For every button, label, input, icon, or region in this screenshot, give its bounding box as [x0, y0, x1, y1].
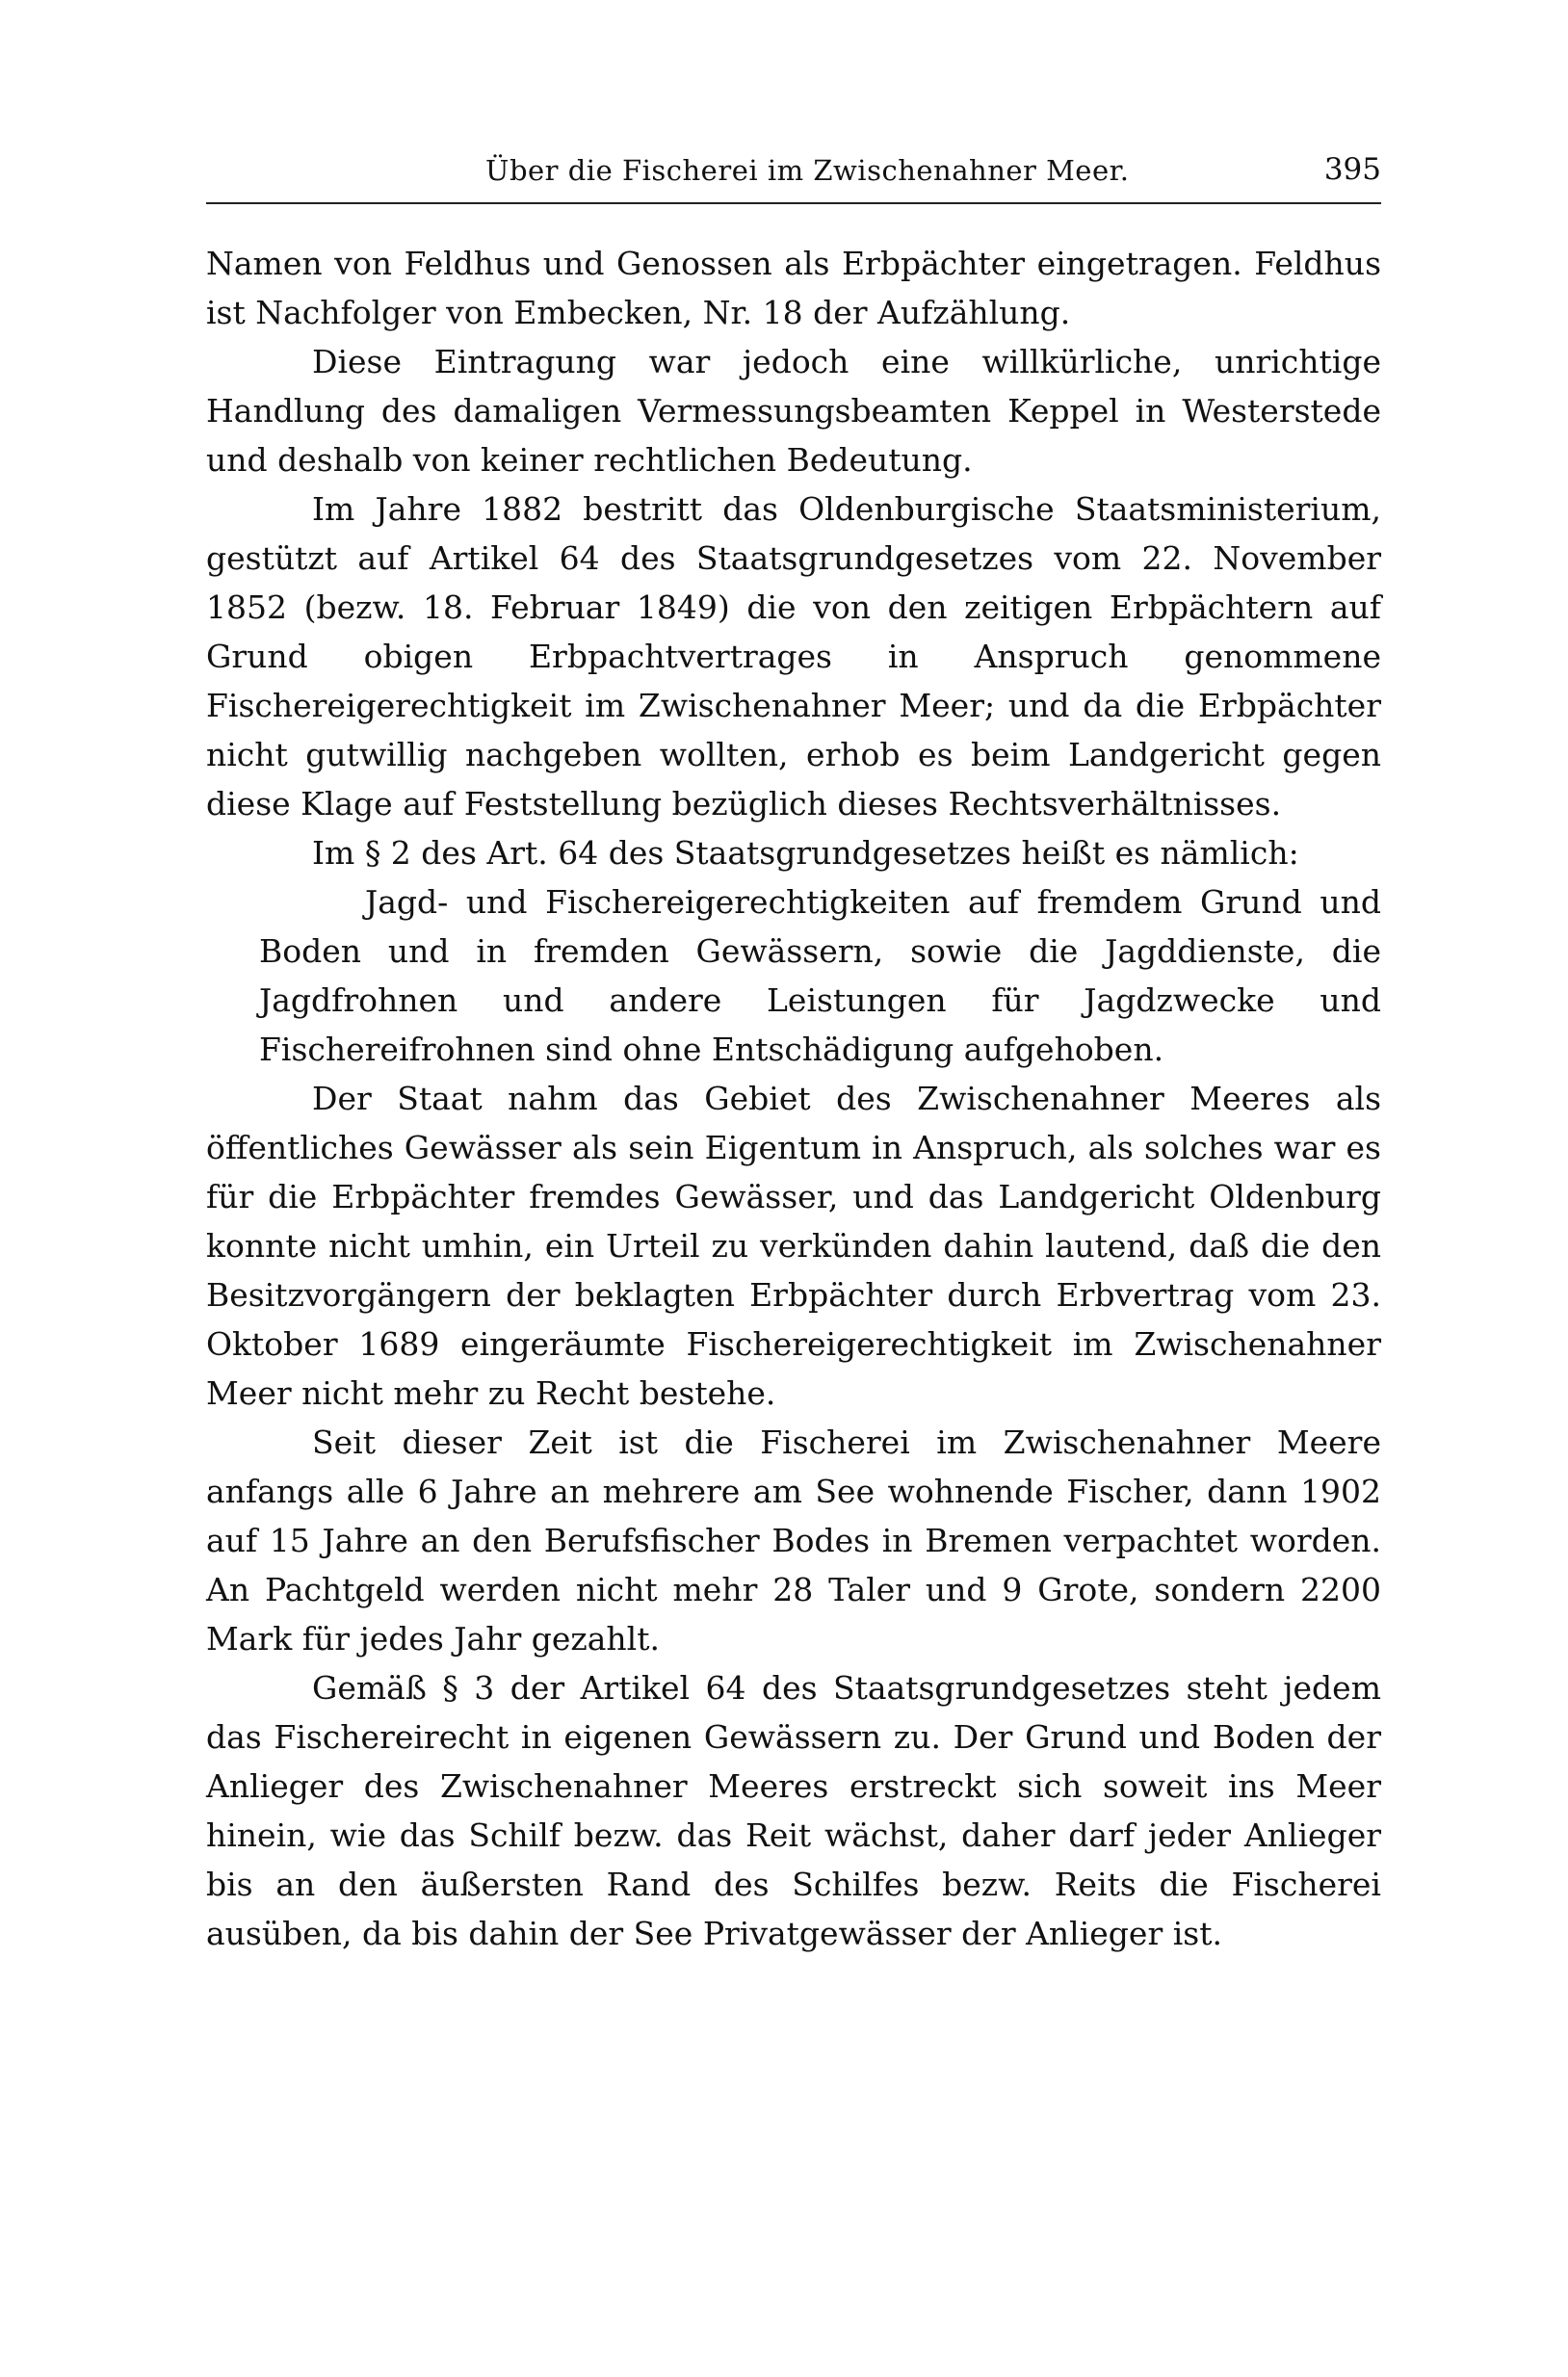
- running-header: [206, 144, 1381, 204]
- header-title: Über die Fischerei im Zwischenahner Meer.: [485, 154, 1130, 187]
- paragraph-2: Diese Eintragung war jedoch eine willkürliche, unrichtige Handlung des damaligen Vermessungsbeamten Keppel in Westerstede und deshalb von keiner rechtlichen Bedeutung.: [206, 343, 1381, 479]
- paragraph-6: Seit dieser Zeit ist die Fischerei im Zwischenahner Meere anfangs alle 6 Jahre an mehrere am See wohnende Fischer, dann 1902 auf 15 Jahre an den Berufsfischer Bodes in Bremen verpachtet worden. An Pachtgeld werden nicht mehr 28 Taler und 9 Grote, sondern 2200 Mark für jedes Jahr gezahlt.: [206, 1424, 1381, 1658]
- law-quotation: [206, 877, 1381, 1074]
- page-body: [206, 239, 1381, 1958]
- page-number: 395: [1323, 152, 1381, 187]
- paragraph-3: Im Jahre 1882 bestritt das Oldenburgische Staatsministerium, gestützt auf Artikel 64 des Staatsgrundgesetzes vom 22. November 1852 (bezw. 18. Februar 1849) die von den zeitigen Erbpächtern auf Grund obigen Erbpachtvertrages in Anspruch genommene Fischereigerechtigkeit im Zwischenahner Meer; und da die Erbpächter nicht gutwillig nachgeben wollten, erhob es beim Landgericht gegen diese Klage auf Feststellung bezüglich dieses Rechtsverhältnisses.: [206, 490, 1381, 823]
- paragraph-5: Der Staat nahm das Gebiet des Zwischenahner Meeres als öffentliches Gewässer als sein Eigentum in Anspruch, als solches war es für die Erbpächter fremdes Gewässer, und das Landgericht Oldenburg konnte nicht umhin, ein Urteil zu verkünden dahin lautend, daß die den Besitzvorgängern der beklagten Erbpächter durch Erbvertrag vom 23. Oktober 1689 eingeräumte Fischereigerechtigkeit im Zwischenahner Meer nicht mehr zu Recht bestehe.: [206, 1080, 1381, 1412]
- book-page: [206, 144, 1381, 1958]
- paragraph-4: Im § 2 des Art. 64 des Staatsgrundgesetzes heißt es nämlich:: [312, 834, 1299, 872]
- quotation-text: Jagd- und Fischereigerechtigkeiten auf fremdem Grund und Boden und in fremden Gewässern, sowie die Jagddienste, die Jagdfrohnen und andere Leistungen für Jagdzwecke und Fischereifrohnen sind ohne Entschädigung aufgehoben.: [259, 883, 1381, 1068]
- paragraph-7: Gemäß § 3 der Artikel 64 des Staatsgrundgesetzes steht jedem das Fischereirecht in eigenen Gewässern zu. Der Grund und Boden der Anlieger des Zwischenahner Meeres erstreckt sich soweit ins Meer hinein, wie das Schilf bezw. das Reit wächst, daher darf jeder Anlieger bis an den äußersten Rand des Schilfes bezw. Reits die Fischerei ausüben, da bis dahin der See Privatgewässer der Anlieger ist.: [206, 1669, 1381, 1952]
- paragraph-1: Namen von Feldhus und Genossen als Erbpächter eingetragen. Feldhus ist Nachfolger von Embecken, Nr. 18 der Aufzählung.: [206, 245, 1381, 331]
